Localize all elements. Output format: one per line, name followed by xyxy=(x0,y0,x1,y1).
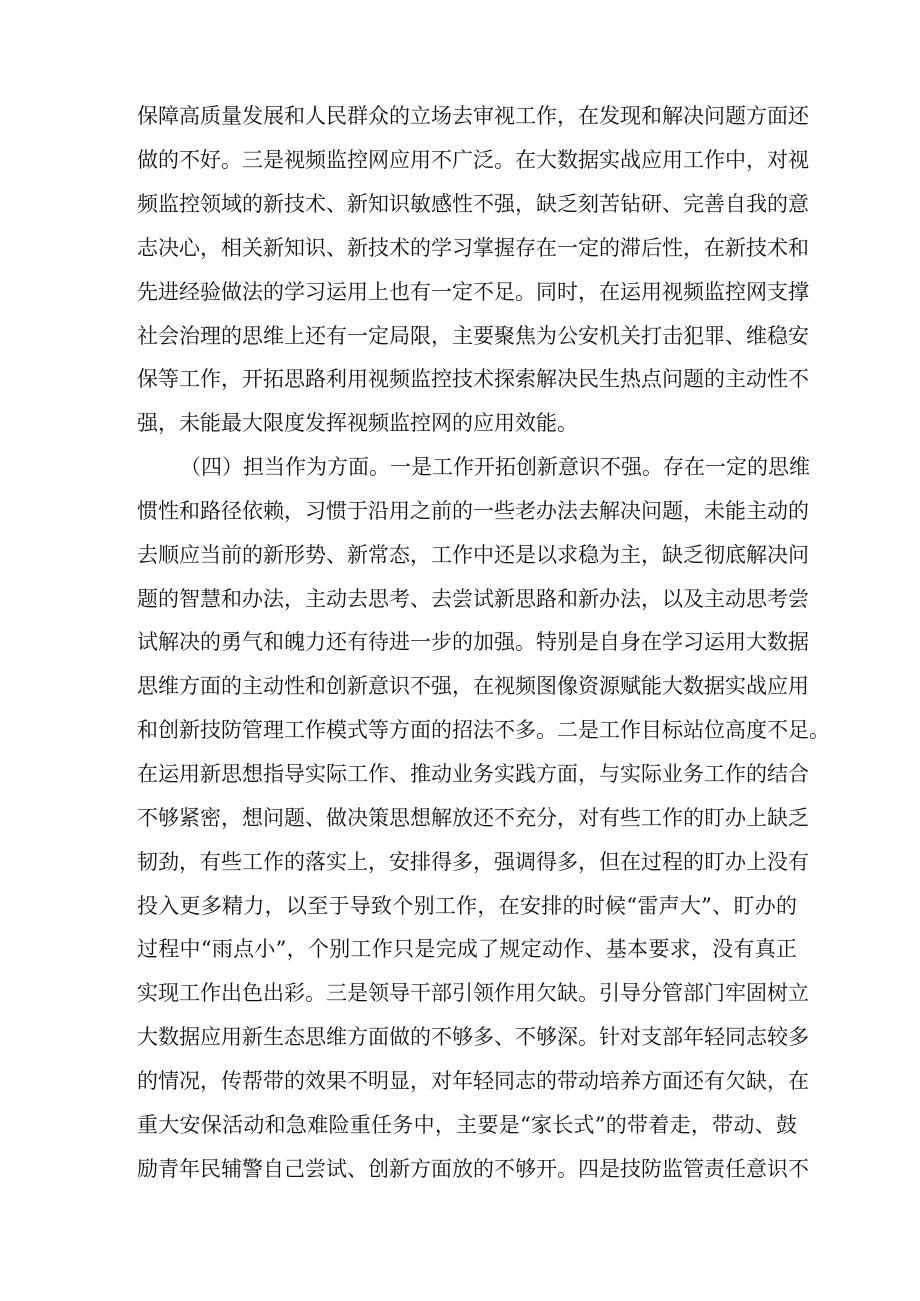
paragraph-line: 做的不好。三是视频监控网应用不广泛。在大数据实战应用工作中，对视 xyxy=(137,148,809,172)
paragraph-line: 实现工作出色出彩。三是领导干部引领作用欠缺。引导分管部门牢固树立 xyxy=(137,981,809,1005)
paragraph-line: 投入更多精力，以至于导致个别工作，在安排的时候“雷声大”、盯办的 xyxy=(137,894,797,918)
paragraph-line: 题的智慧和办法，主动去思考、去尝试新思路和新办法，以及主动思考尝 xyxy=(137,587,809,611)
paragraph-line: 社会治理的思维上还有一定局限，主要聚焦为公安机关打击犯罪、维稳安 xyxy=(137,324,809,348)
paragraph-line: 不够紧密，想问题、做决策思想解放还不充分，对有些工作的盯办上缺乏 xyxy=(137,806,809,830)
paragraph-line: 保等工作，开拓思路利用视频监控技术探索解决民生热点问题的主动性不 xyxy=(137,367,809,391)
paragraph-line: 励青年民辅警自己尝试、创新方面放的不够开。四是技防监管责任意识不 xyxy=(137,1157,809,1181)
paragraph-line: 频监控领域的新技术、新知识敏感性不强，缺乏刻苦钻研、完善自我的意 xyxy=(137,192,809,216)
paragraph-line: 去顺应当前的新形势、新常态，工作中还是以求稳为主，缺乏彻底解决问 xyxy=(137,543,809,567)
paragraph-line: 试解决的勇气和魄力还有待进一步的加强。特别是自身在学习运用大数据 xyxy=(137,630,809,654)
paragraph-line: 重大安保活动和急难险重任务中，主要是“家长式”的带着走，带动、鼓 xyxy=(137,1113,797,1137)
paragraph-line: 强，未能最大限度发挥视频监控网的应用效能。 xyxy=(137,411,578,435)
paragraph-line: （四）担当作为方面。一是工作开拓创新意识不强。存在一定的思维 xyxy=(180,455,810,479)
paragraph-line: 惯性和路径依赖，习惯于沿用之前的一些老办法去解决问题，未能主动的 xyxy=(137,499,809,523)
paragraph-line: 大数据应用新生态思维方面做的不够多、不够深。针对支部年轻同志较多 xyxy=(137,1025,809,1049)
paragraph-line: 的情况，传帮带的效果不明显，对年轻同志的带动培养方面还有欠缺，在 xyxy=(137,1069,809,1093)
paragraph-line: 过程中“雨点小”，个别工作只是完成了规定动作、基本要求，没有真正 xyxy=(137,937,797,961)
paragraph-line: 志决心，相关新知识、新技术的学习掌握存在一定的滞后性，在新技术和 xyxy=(137,236,809,260)
paragraph-line: 韧劲，有些工作的落实上，安排得多，强调得多，但在过程的盯办上没有 xyxy=(137,850,809,874)
paragraph-line: 和创新技防管理工作模式等方面的招法不多。二是工作目标站位高度不足。 xyxy=(137,718,830,742)
paragraph-line: 保障高质量发展和人民群众的立场去审视工作，在发现和解决问题方面还 xyxy=(137,104,809,128)
paragraph-line: 思维方面的主动性和创新意识不强，在视频图像资源赋能大数据实战应用 xyxy=(137,674,809,698)
paragraph-line: 先进经验做法的学习运用上也有一定不足。同时，在运用视频监控网支撑 xyxy=(137,280,809,304)
paragraph-line: 在运用新思想指导实际工作、推动业务实践方面，与实际业务工作的结合 xyxy=(137,762,809,786)
